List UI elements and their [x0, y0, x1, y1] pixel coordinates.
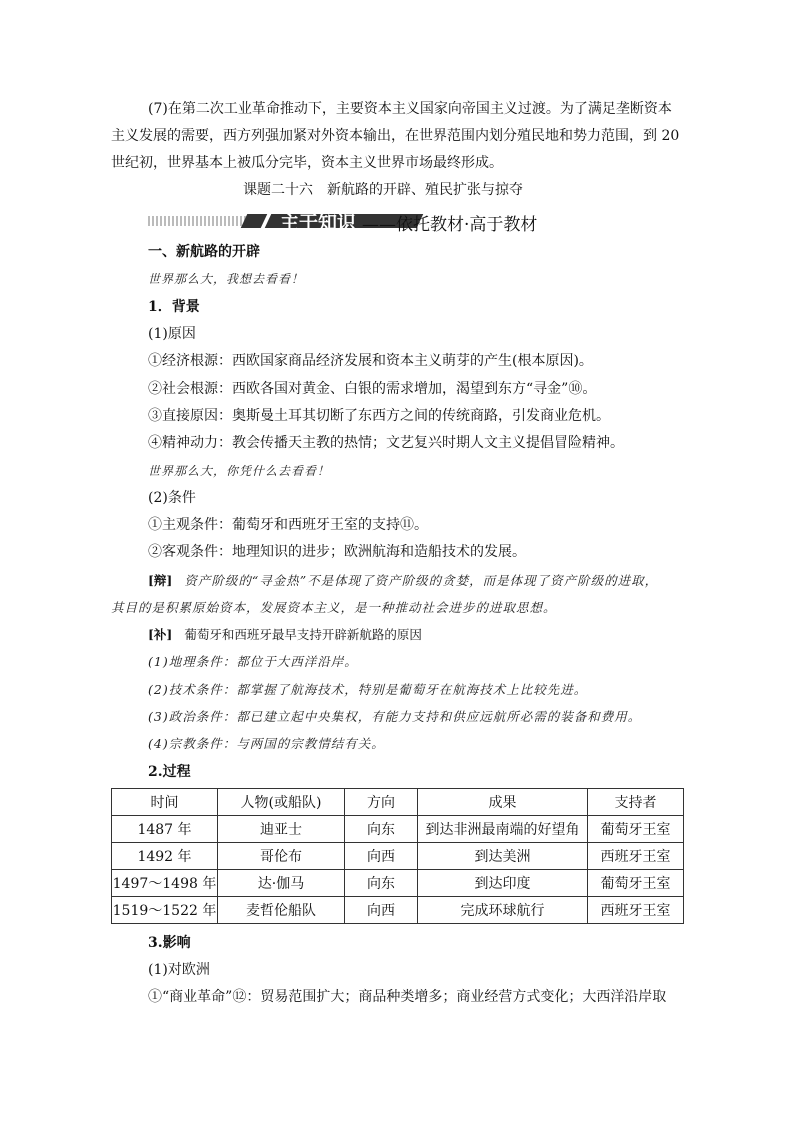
condition-1: ①主观条件：葡萄牙和西班牙王室的支持⑪。: [148, 517, 428, 533]
bu-title: 葡萄牙和西班牙最早支持开辟新航路的原因: [184, 627, 422, 642]
table-cell: 葡萄牙王室: [588, 816, 684, 843]
table-row: [112, 843, 684, 870]
background-heading: 1．背景: [148, 299, 200, 315]
table-cell: 西班牙王室: [588, 843, 684, 870]
bu-note-line: [148, 626, 422, 644]
table-header-row: [112, 789, 684, 816]
impact-europe-1: ①“商业革命”⑫：贸易范围扩大；商品种类增多；商业经营方式变化；大西洋沿岸取: [148, 989, 667, 1005]
table-cell: 西班牙王室: [588, 897, 684, 924]
table-cell: 哥伦布: [218, 843, 345, 870]
bu-item-2: (2)技术条件：都掌握了航海技术，特别是葡萄牙在航海技术上比较先进。: [148, 682, 588, 697]
table-cell: 到达非洲最南端的好望角: [418, 816, 588, 843]
intro-line-3: 世纪初，世界基本上被瓜分完毕，资本主义世界市场最终形成。: [111, 155, 503, 171]
cause-1: ①经济根源：西欧国家商品经济发展和资本主义萌芽的产生(根本原因)。: [148, 353, 593, 369]
handwritten-note-1: 世界那么大，我想去看看！: [148, 272, 305, 286]
table-cell: 1487 年: [112, 816, 218, 843]
table-header-direction: 方向: [345, 789, 418, 816]
section-heading: 一、新航路的开辟: [148, 244, 260, 260]
condition-heading: (2)条件: [148, 490, 196, 506]
table-cell: 达·伽马: [218, 870, 345, 897]
table-cell: 向东: [345, 870, 418, 897]
process-heading: 2.过程: [148, 764, 191, 780]
bu-item-3: (3)政治条件：都已建立起中央集权，有能力支持和供应远航所必需的装备和费用。: [148, 709, 642, 724]
bu-item-1: (1)地理条件：都位于大西洋沿岸。: [148, 654, 358, 669]
cause-4: ④精神动力：教会传播天主教的热情；文艺复兴时期人文主义提倡冒险精神。: [148, 435, 624, 451]
table-cell: 向西: [345, 897, 418, 924]
bu-tag: [补]: [148, 627, 173, 642]
table-cell: 迪亚士: [218, 816, 345, 843]
handwritten-note-2: 世界那么大，你凭什么去看看！: [148, 464, 331, 478]
table-cell: 完成环球航行: [418, 897, 588, 924]
table-header-person: 人物(或船队): [218, 789, 345, 816]
cause-3: ③直接原因：奥斯曼土耳其切断了东西方之间的传统商路，引发商业危机。: [148, 408, 610, 424]
table-cell: 向东: [345, 816, 418, 843]
table-row: [112, 870, 684, 897]
bian-text-2: 其目的是积累原始资本，发展资本主义，是一种推动社会进步的进取思想。: [111, 600, 557, 615]
table-cell: 葡萄牙王室: [588, 870, 684, 897]
condition-2: ②客观条件：地理知识的进步；欧洲航海和造船技术的发展。: [148, 544, 526, 560]
table-cell: 1519～1522 年: [112, 897, 218, 924]
table-row: [112, 816, 684, 843]
intro-line-2: 主义发展的需要，西方列强加紧对外资本输出，在世界范围内划分殖民地和势力范围，到 20: [111, 128, 680, 144]
table-cell: 1497～1498 年: [112, 870, 218, 897]
cause-2: ②社会根源：西欧各国对黄金、白银的需求增加，渴望到东方“寻金”⑩。: [148, 381, 597, 397]
impact-europe-heading: (1)对欧洲: [148, 962, 210, 978]
banner-stripe: [148, 216, 248, 226]
banner-subtitle: ——依托教材·高于教材: [362, 215, 538, 235]
cause-heading: (1)原因: [148, 326, 196, 342]
intro-line-1: (7)在第二次工业革命推动下，主要资本主义国家向帝国主义过渡。为了满足垄断资本: [148, 101, 672, 117]
bu-item-4: (4)宗教条件：与两国的宗教情结有关。: [148, 736, 385, 751]
table-header-supporter: 支持者: [588, 789, 684, 816]
table-cell: 到达美洲: [418, 843, 588, 870]
table-cell: 1492 年: [112, 843, 218, 870]
table-header-result: 成果: [418, 789, 588, 816]
table-cell: 向西: [345, 843, 418, 870]
bian-note-line-1: [148, 572, 658, 590]
table-cell: 麦哲伦船队: [218, 897, 345, 924]
voyages-table: [111, 788, 684, 924]
table-header-time: 时间: [112, 789, 218, 816]
bian-text-1: 资产阶级的“寻金热”不是体现了资产阶级的贪婪，而是体现了资产阶级的进取，: [184, 573, 659, 588]
banner-title: 主干知识: [280, 212, 357, 234]
bian-tag: [辩]: [148, 573, 173, 588]
table-cell: 到达印度: [418, 870, 588, 897]
topic-title: 课题二十六 新航路的开辟、殖民扩张与掠夺: [243, 182, 523, 198]
section-banner: [148, 208, 568, 234]
table-row: [112, 897, 684, 924]
impact-heading: 3.影响: [148, 935, 191, 951]
